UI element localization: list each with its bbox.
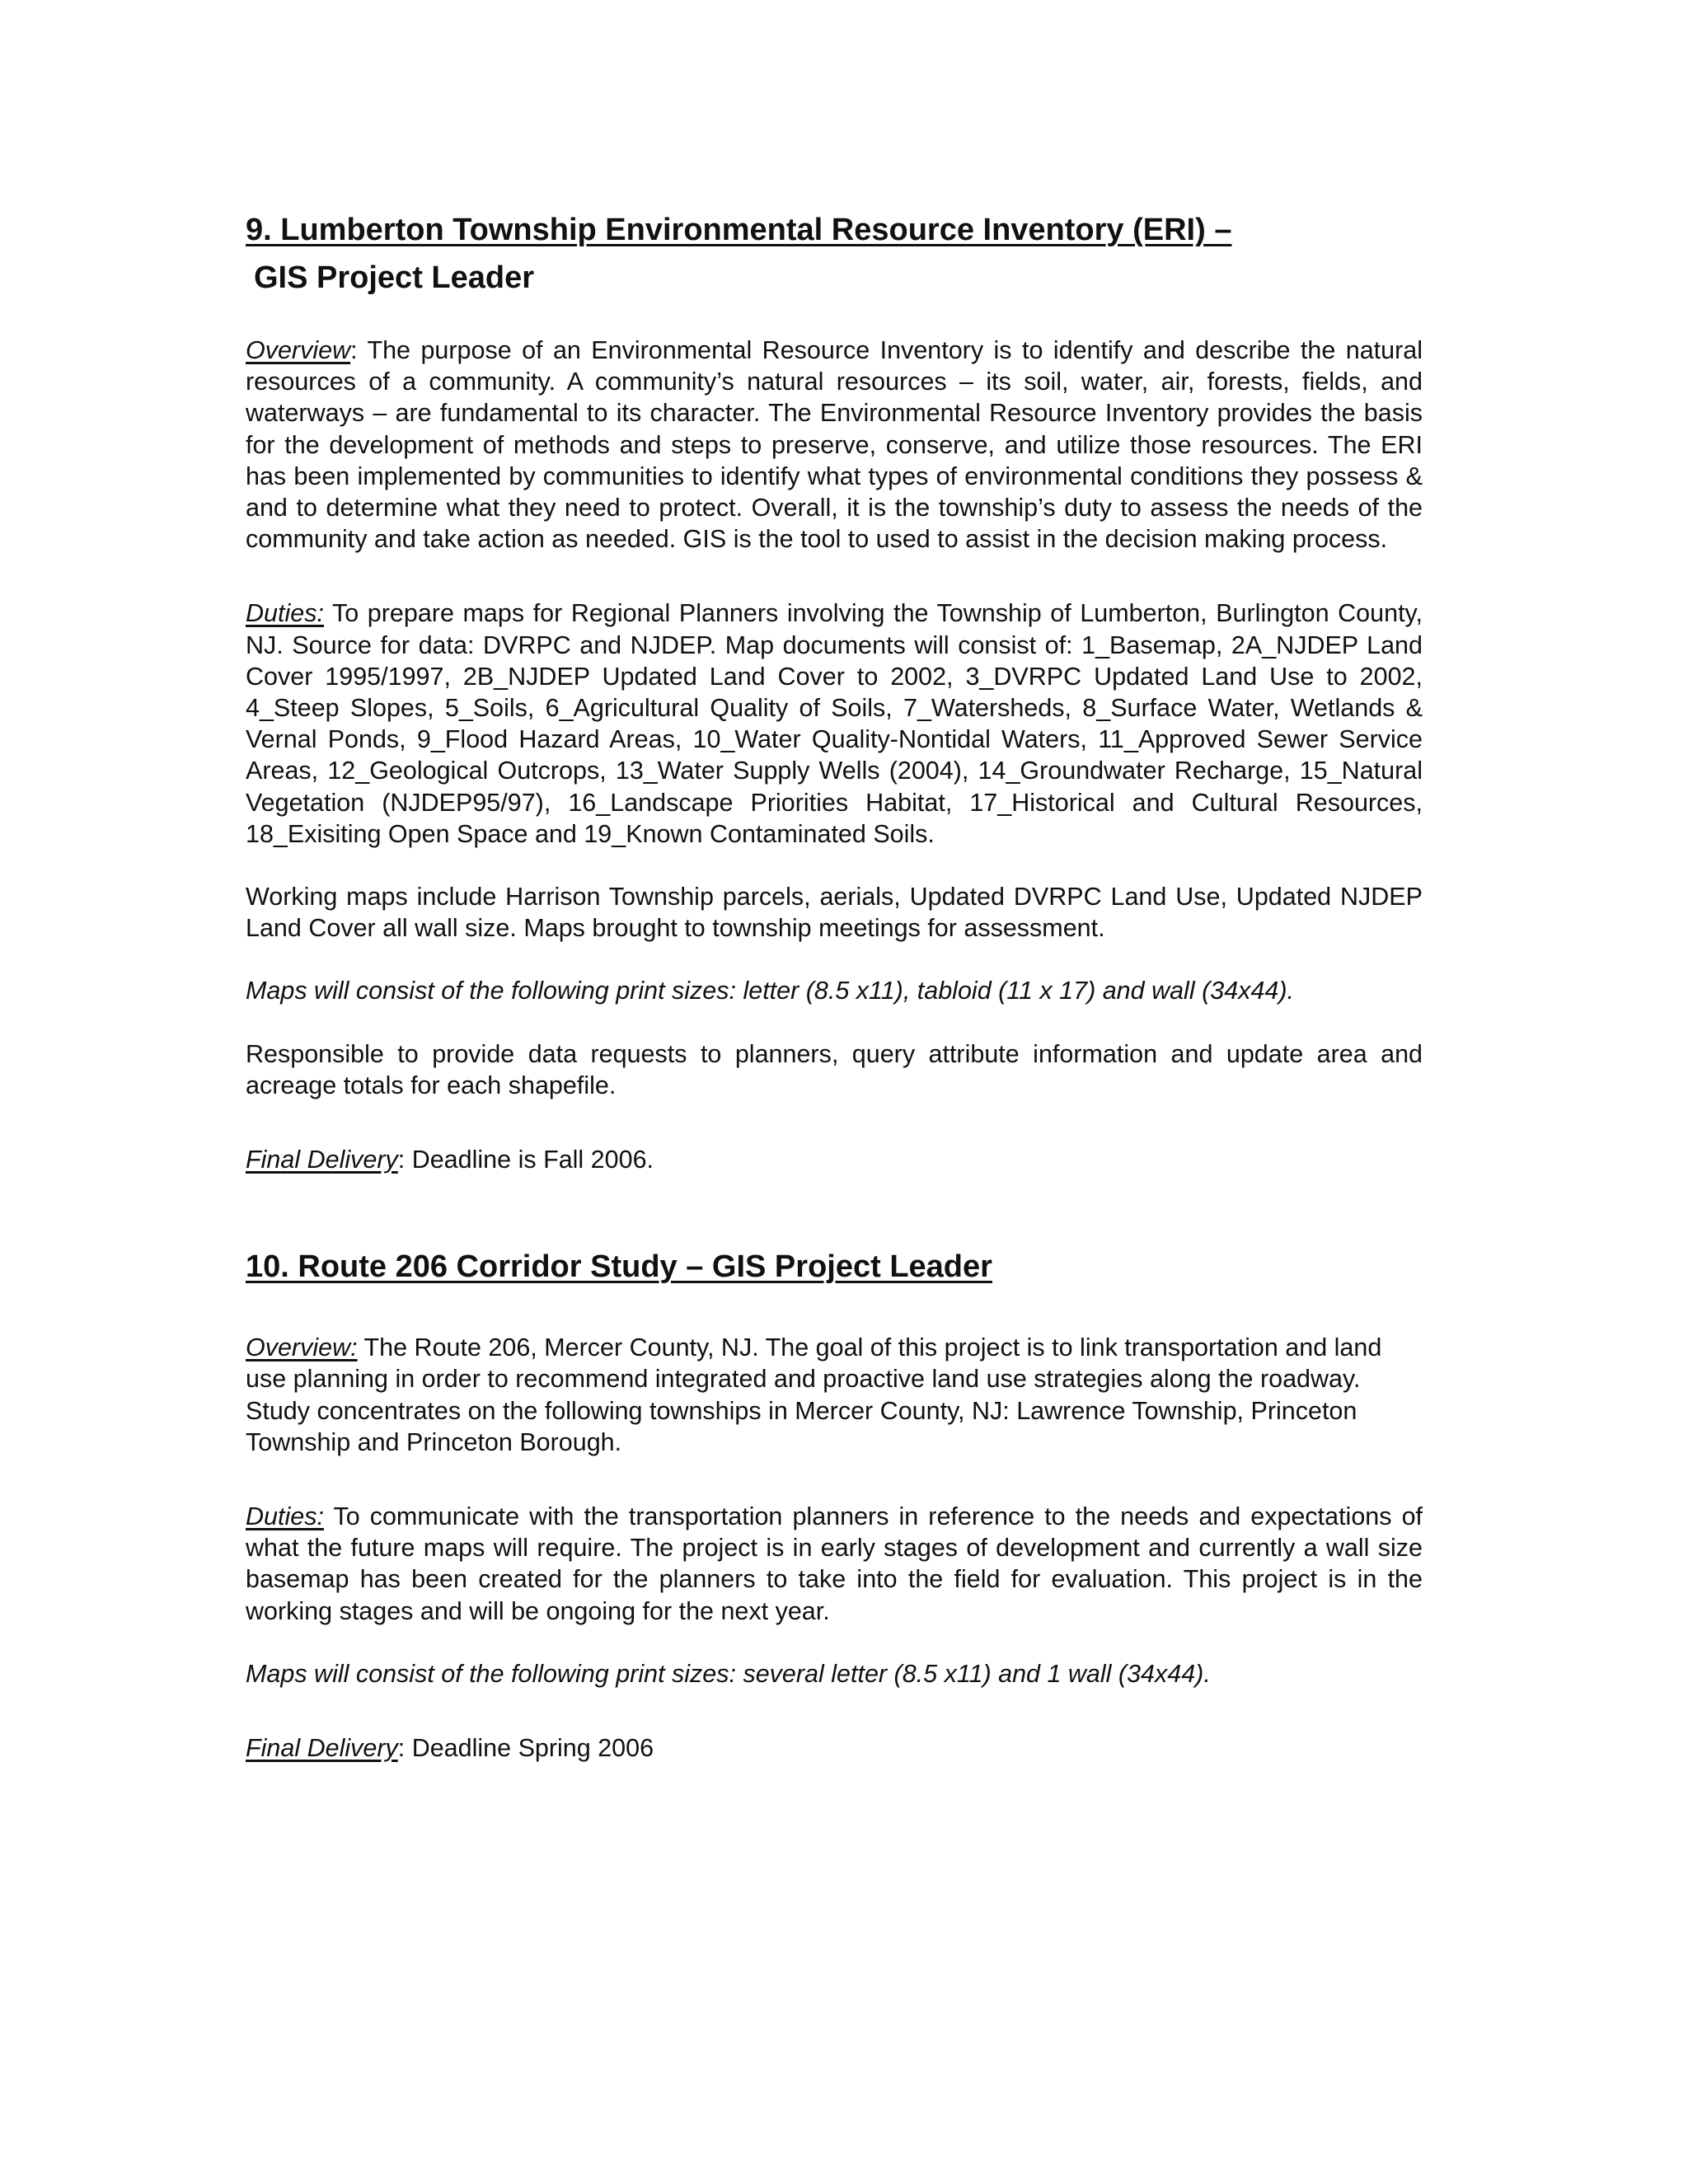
duties-label: Duties: [246,1502,324,1531]
overview-label: Overview [246,336,351,364]
section-9-heading [246,206,1423,302]
overview-text: : The purpose of an Environmental Resource Inventory is to identify and describe the natural resources of a community. A community’s natural resources – its soil, water, air, forests, fields, and waterways – are fundamental to its character. The Environmental Resource Inventory provides the basis for the development of methods and steps to preserve, conserve, and utilize those resources. The ERI has been implemented by communities to identify what types of environmental conditions they possess & and to determine what they need to protect. Overall, it is the township’s duty to assess the needs of the community and take action as needed. GIS is the tool to used to assist in the decision making process. [246,336,1423,554]
overview-text: The Route 206, Mercer County, NJ. The goal of this project is to link transportation and land use planning in order to recommend integrated and proactive land use strategies along the roadway. Study concentrates on the following townships in Mercer County, NJ: Lawrence Township, Princeton Township and Princeton Borough. [246,1333,1382,1456]
section-9-print-sizes: Maps will consist of the following print sizes: letter (8.5 x11), tabloid (11 x 17) and wall (34x44). [246,977,1294,1005]
section-10-final-delivery [246,1732,1423,1764]
section-10-overview [246,1332,1423,1458]
final-delivery-label: Final Delivery [246,1146,398,1174]
final-delivery-text: : Deadline Spring 2006 [397,1734,654,1763]
document-page [246,206,1423,1764]
final-delivery-text: : Deadline is Fall 2006. [397,1146,654,1174]
duties-text: To prepare maps for Regional Planners involving the Township of Lumberton, Burlington County, NJ. Source for data: DVRPC and NJDEP. Map documents will consist of: 1_Basemap, 2A_NJDEP Land Cover 1995/1997, 2B_NJDEP Updated Land Cover to 2002, 3_DVRPC Updated Land Use to 2002, 4_Steep Slopes, 5_Soils, 6_Agricultural Quality of Soils, 7_Watersheds, 8_Surface Water, Wetlands & Vernal Ponds, 9_Flood Hazard Areas, 10_Water Quality-Nontidal Waters, 11_Approved Sewer Service Areas, 12_Geological Outcrops, 13_Water Supply Wells (2004), 14_Groundwater Recharge, 15_Natural Vegetation (NJDEP95/97), 16_Landscape Priorities Habitat, 17_Historical and Cultural Resources, 18_Exisiting Open Space and 19_Known Contaminated Soils. [246,599,1423,848]
section-9-responsible: Responsible to provide data requests to planners, query attribute information and update area and acreage totals for each shapefile. [246,1039,1423,1099]
section-10-print-sizes: Maps will consist of the following print sizes: several letter (8.5 x11) and 1 wall (34x44). [246,1659,1211,1688]
section-10-title: 10. Route 206 Corridor Study – GIS Project Leader [246,1249,992,1285]
section-9-subtitle: GIS Project Leader [254,260,535,295]
section-10-duties [246,1501,1423,1627]
section-9-duties [246,598,1423,850]
section-10-heading [246,1243,1423,1291]
duties-label: Duties: [246,599,324,628]
section-9-final-delivery [246,1144,1423,1175]
section-9-overview [246,335,1423,555]
section-9-working-maps: Working maps include Harrison Township parcels, aerials, Updated DVRPC Land Use, Updated NJDEP Land Cover all wall size. Maps brought to township meetings for assessment. [246,883,1423,943]
duties-text: To communicate with the transportation planners in reference to the needs and expectations of what the future maps will require. The project is in early stages of development and currently a wall size basemap has been created for the planners to take into the field for evaluation. This project is in the working stages and will be ongoing for the next year. [246,1502,1423,1625]
overview-label: Overview: [246,1333,358,1362]
final-delivery-label: Final Delivery [246,1734,398,1763]
section-9-title: 9. Lumberton Township Environmental Resource Inventory (ERI) – [246,213,1232,247]
